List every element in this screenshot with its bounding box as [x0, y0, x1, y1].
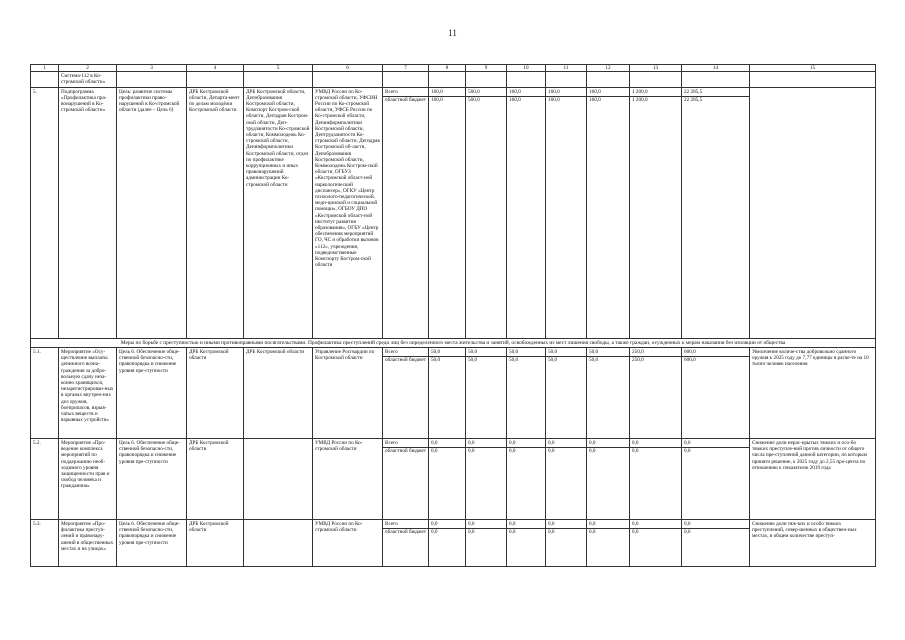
value-cell: 0,0 0,0	[429, 439, 466, 520]
co-executors	[244, 439, 313, 520]
col-number: 14	[682, 65, 750, 72]
funding-source: Всего областной бюджет	[383, 348, 429, 439]
result-cell	[750, 87, 876, 338]
program-table-sheet	[30, 64, 875, 567]
program-table	[30, 64, 876, 567]
col-number: 12	[587, 65, 630, 72]
measure-name: Мероприятие «Про-ведение комплекса мероприятий по поддержанию необ-ходимого уровня защищенности прав и свобод человека и гражданина»	[59, 439, 117, 520]
measure-name: Мероприятие «Про-филактика преступ-лений и правонару-шений в общественных местах и на улицах»	[59, 520, 117, 567]
value-cell: 0,0 0,0	[630, 520, 682, 567]
measure-goal: Цель 6. Обеспечение обще-ственной безопасно-сти, правопорядка и снижение уровня пре-ступности	[117, 348, 187, 439]
partners: УМВД России по Ко-стромской области	[313, 520, 383, 567]
measure-name: Подпрограмма «Профилактика пра-вонарушений в Ко-стромской области»	[59, 87, 117, 338]
value-cell: 600,0 600,0	[682, 348, 750, 439]
table-row	[31, 439, 876, 520]
value-cell: 0,0 0,0	[507, 439, 546, 520]
col-number: 13	[630, 65, 682, 72]
col-number: 5	[244, 65, 313, 72]
partners: УМВД России по Ко-стромской области, УФСИН России по Ко-стромской области, УФСБ России по Ко-стромской области, Депинформполитики Костромской области, Дептрудзанятости Ко-стромской области, Депздрав Костромской об-ласти, Депобразования Костромской области, Коммолодежь Костром-ской области, ОГБУЗ «Костромской област-ной наркологический диспансер», ОГКУ «Центр психолого-педагогической, меди-цинской и социальной помощи», ОГБОУ ДПО «Костромской област-ной институт развития образования», ОГБУ «Центр обеспечения мероприятий ГО, ЧС и обработки вызовов «112», учреждения, подведомственные Комспорту Костром-ской области	[313, 87, 383, 338]
value-cell: 0,0 0,0	[630, 439, 682, 520]
value-cell: 50,0 50,0	[466, 348, 507, 439]
result-cell: Снижение доли нерас-крытых тяжких и осо-бо тяжких преступле-ний против личности от общего числа пре-ступлений данной категории, по которым принято решение, к 2025 году до 2,55 про-цента по отношению к показателю 2019 года	[750, 439, 876, 520]
value-cell: 0,0 0,0	[466, 439, 507, 520]
measure-name: Мероприятие «Осу-ществление выплаты денежного возна-граждения за добро-вольную сдачу неза-конно хранящихся, незарегистрирован-ных в органах внутрен-них дел оружия, боеприпасов, взрыв-чатых веществ и взрывных устройств»	[59, 348, 117, 439]
value-cell: 160,0 160,0	[546, 87, 587, 338]
continuation-text: Система-112 в Ко-стромской области»	[59, 72, 117, 87]
measure-goal: Цель 6. Обеспечение обще-ственной безопасно-сти, правопорядка и снижение уровня пре-ступности	[117, 520, 187, 567]
section-heading: Меры по борьбе с преступностью и иными противоправными посягательствами. Профилактика преступлений среди лиц без определенного места жительства и занятий, освобожденных из мест лишения свободы, а также граждан, осужденных к мерам наказания без изоляции от общества	[31, 338, 876, 347]
table-row	[31, 348, 876, 439]
col-number: 7	[383, 65, 429, 72]
continuation-row	[31, 72, 876, 87]
value-cell: 50,0 50,0	[429, 348, 466, 439]
result-cell: Увеличение количе-ства добровольно сданного оружия к 2025 году до 7,77 единицы в расче-те на 10 тысяч человек населения	[750, 348, 876, 439]
value-cell: 50,0 50,0	[546, 348, 587, 439]
column-number-row	[31, 65, 876, 72]
table-row	[31, 87, 876, 338]
col-number: 3	[117, 65, 187, 72]
col-number: 11	[546, 65, 587, 72]
value-cell: 560,0 560,0	[466, 87, 507, 338]
co-executors	[244, 520, 313, 567]
value-cell: 50,0 50,0	[587, 348, 630, 439]
value-cell: 0,0 0,0	[587, 439, 630, 520]
col-number: 10	[507, 65, 546, 72]
table-row	[31, 520, 876, 567]
responsible-executor: ДРБ Костромской области	[187, 439, 244, 520]
col-number: 4	[187, 65, 244, 72]
value-cell: 50,0 50,0	[507, 348, 546, 439]
partners: Управление Росгвардии по Костромской области	[313, 348, 383, 439]
measure-goal: Цель: развитие системы профилактики право-нарушений в Ко-стромской области (далее – Цель 6)	[117, 87, 187, 338]
col-number: 6	[313, 65, 383, 72]
partners: УМВД России по Ко-стромской области	[313, 439, 383, 520]
value-cell: 0,0 0,0	[466, 520, 507, 567]
value-cell: 160,0 160,0	[587, 87, 630, 338]
col-number: 8	[429, 65, 466, 72]
funding-source: Всего областной бюджет	[383, 87, 429, 338]
row-number: 5.2.	[31, 439, 59, 520]
value-cell: 0,0 0,0	[546, 439, 587, 520]
co-executors: ДРБ Костромской области	[244, 348, 313, 439]
value-cell: 160,0 160,0	[429, 87, 466, 338]
responsible-executor: ДРБ Костромской области	[187, 348, 244, 439]
col-number: 9	[466, 65, 507, 72]
value-cell: 0,0 0,0	[429, 520, 466, 567]
value-cell: 0,0 0,0	[682, 439, 750, 520]
value-cell: 22 285,5 22 285,5	[682, 87, 750, 338]
col-number: 15	[750, 65, 876, 72]
funding-source: Всего областной бюджет	[383, 439, 429, 520]
value-cell: 0,0 0,0	[587, 520, 630, 567]
page-number: 11	[448, 28, 457, 38]
row-number: 5.3.	[31, 520, 59, 567]
row-number: 5.	[31, 87, 59, 338]
co-executors: ДРБ Костромской области, Депобразования Костромской области, Комспорт Костром-ской области, Депздрав Костром-ской области, Деп-трудзанятости Ко-стромской области, Коммолодежь Ко-стромской области, Депинформполитики Костромской области, отдел по профилактике коррупционных и иных правонарушений администрации Ко-стромской области	[244, 87, 313, 338]
measure-goal: Цель 6. Обеспечение обще-ственной безопасно-сти, правопорядка и снижение уровня пре-ступности	[117, 439, 187, 520]
value-cell: 0,0 0,0	[682, 520, 750, 567]
value-cell: 160,0 160,0	[507, 87, 546, 338]
value-cell: 0,0 0,0	[507, 520, 546, 567]
responsible-executor: ДРБ Костромской области	[187, 520, 244, 567]
section-row	[31, 338, 876, 347]
row-number: 5.1.	[31, 348, 59, 439]
col-number: 2	[59, 65, 117, 72]
value-cell: 0,0 0,0	[546, 520, 587, 567]
value-cell: 250,0 250,0	[630, 348, 682, 439]
col-number: 1	[31, 65, 59, 72]
value-cell: 1 200,0 1 200,0	[630, 87, 682, 338]
result-cell: Снижение доли тяж-ких и особо тяжких преступлений, совер-шенных в обществен-ных местах, в общем количестве преступ-	[750, 520, 876, 567]
funding-source: Всего областной бюджет	[383, 520, 429, 567]
responsible-executor: ДРБ Костромской области, Департа-мент по делам молодёжи Костромской области	[187, 87, 244, 338]
